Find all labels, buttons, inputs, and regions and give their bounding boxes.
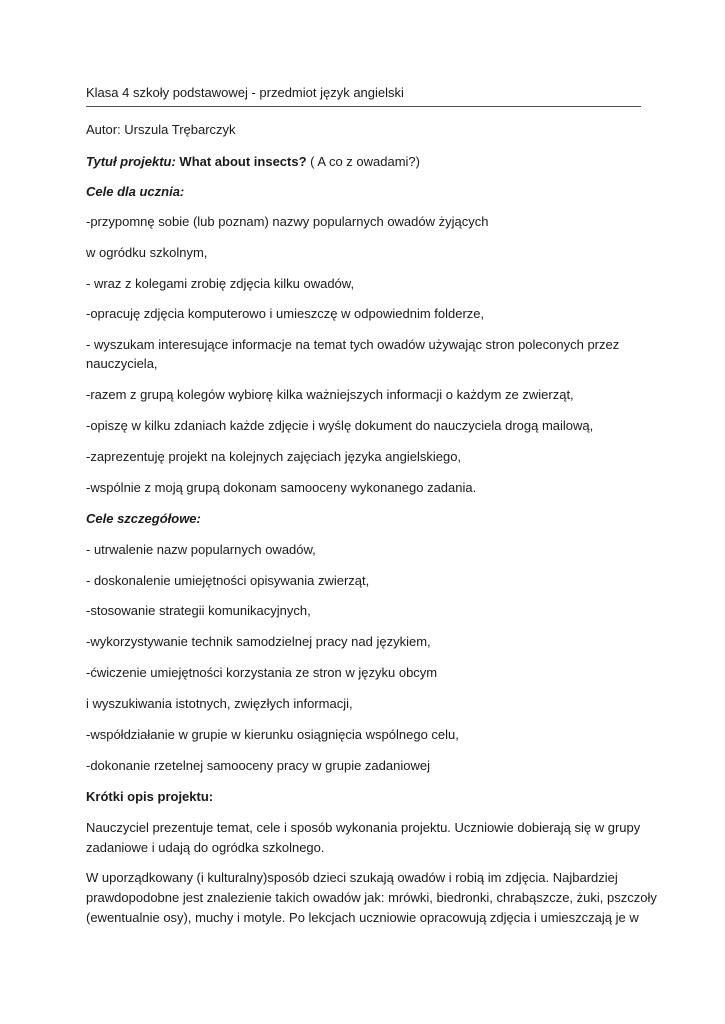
goal-item: w ogródku szkolnym, xyxy=(86,245,208,260)
goal-item: -wspólnie z moją grupą dokonam samooceny wykonanego zadania. xyxy=(86,480,477,495)
goal-item: -przypomnę sobie (lub poznam) nazwy popularnych owadów żyjących xyxy=(86,214,489,229)
detailed-goal-item: -stosowanie strategii komunikacyjnych, xyxy=(86,603,311,618)
goal-item: -razem z grupą kolegów wybiorę kilka ważniejszych informacji o każdym ze zwierząt, xyxy=(86,387,574,402)
goals-heading: Cele dla ucznia: xyxy=(86,184,185,199)
goal-item: - wraz z kolegami zrobię zdjęcia kilku owadów, xyxy=(86,276,355,291)
detailed-goal-item: - utrwalenie nazw popularnych owadów, xyxy=(86,542,316,557)
goal-item: -opiszę w kilku zdaniach każde zdjęcie i wyślę dokument do nauczyciela drogą mailową, xyxy=(86,418,594,433)
detailed-goal-item: -współdziałanie w grupie w kierunku osiągnięcia wspólnego celu, xyxy=(86,727,459,742)
detailed-goal-item: i wyszukiwania istotnych, zwięzłych informacji, xyxy=(86,696,353,711)
project-title-line xyxy=(86,154,420,170)
goal-item: -zaprezentuję projekt na kolejnych zajęciach języka angielskiego, xyxy=(86,449,462,464)
detailed-goal-item: -wykorzystywanie technik samodzielnej pracy nad językiem, xyxy=(86,634,431,649)
author-line: Autor: Urszula Trębarczyk xyxy=(86,122,236,137)
description-line: (ewentualnie osy), muchy i motyle. Po lekcjach uczniowie opracowują zdjęcia i umieszczają je w xyxy=(86,910,639,925)
description-line: prawdopodobne jest znalezienie takich owadów jak: mrówki, biedronki, chrabąszcze, żuki, pszczoły xyxy=(86,890,657,905)
detailed-goal-item: -dokonanie rzetelnej samooceny pracy w grupie zadaniowej xyxy=(86,758,430,773)
goal-item: -opracuję zdjęcia komputerowo i umieszczę w odpowiednim folderze, xyxy=(86,306,485,321)
description-heading: Krótki opis projektu: xyxy=(86,789,214,804)
project-title-label: Tytuł projektu: xyxy=(86,154,176,169)
description-line: Nauczyciel prezentuje temat, cele i sposób wykonania projektu. Uczniowie dobierają się w grupy xyxy=(86,820,641,835)
goal-item: nauczyciela, xyxy=(86,356,158,371)
page-header: Klasa 4 szkoły podstawowej - przedmiot język angielski xyxy=(86,85,641,107)
detailed-goal-item: -ćwiczenie umiejętności korzystania ze stron w języku obcym xyxy=(86,665,438,680)
description-line: W uporządkowany (i kulturalny)sposób dzieci szukają owadów i robią im zdjęcia. Najbardziej xyxy=(86,870,618,885)
goal-item: - wyszukam interesujące informacje na temat tych owadów używając stron poleconych przez xyxy=(86,337,620,352)
project-title-translation: ( A co z owadami?) xyxy=(306,154,420,169)
detailed-goals-heading: Cele szczegółowe: xyxy=(86,511,201,526)
description-line: zadaniowe i udają do ogródka szkolnego. xyxy=(86,840,325,855)
project-title: What about insects? xyxy=(179,154,307,169)
detailed-goal-item: - doskonalenie umiejętności opisywania zwierząt, xyxy=(86,573,370,588)
